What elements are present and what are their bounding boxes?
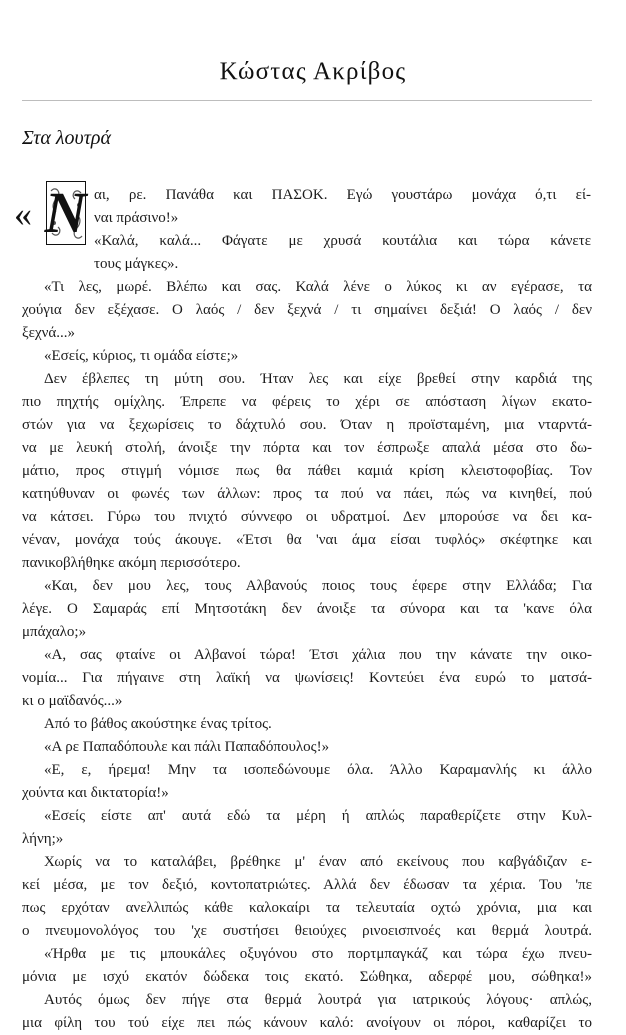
body-line: «Τι λες, μωρέ. Βλέπω και σας. Καλά λένε ο λύκος κι αν εγέρασε, τα bbox=[44, 279, 592, 295]
body-line: Δεν έβλεπες τη μύτη σου. Ήταν λες και είχε βρεθεί στην καρδιά της bbox=[44, 371, 592, 387]
body-line: πως ερχόταν ανελλιπώς κάθε καλοκαίρι τα τελευταία οχτώ χρόνια, μια και bbox=[22, 900, 592, 916]
body-line: πιο πηχτής ομίχλης. Έπρεπε να φέρεις το χέρι σε απόσταση λίγων εκατο- bbox=[22, 394, 592, 410]
body-line: «Α, σας φταίνε οι Αλβανοί τώρα! Έτσι χάλια που την κάνατε την οικο- bbox=[44, 647, 592, 663]
body-line: Αυτός όμως δεν πήγε στα θερμά λουτρά για ιατρικούς λόγους· απλώς, bbox=[44, 992, 592, 1008]
body-line: ο πνευμονολόγος του 'χε συστήσει θειούχες ρινοεισπνοές και θερμά λουτρά. bbox=[22, 923, 592, 939]
opening-quote-mark: « bbox=[14, 194, 32, 234]
drop-cap-letter: N bbox=[44, 180, 87, 245]
body-line: πανικοβλήθηκε ακόμη περισσότερο. bbox=[22, 555, 241, 571]
body-line: «Ε, ε, ήρεμα! Μην τα ισοπεδώνουμε όλα. Άλλο Καραμανλής κι άλλο bbox=[44, 762, 592, 778]
body-line: ξεχνά...» bbox=[22, 325, 76, 341]
body-line: κι ο μαϊδανός...» bbox=[22, 693, 123, 709]
body-line: νέναν, μονάχα τούς άκουγε. «Έτσι θα 'ναι άμα είσαι τυφλός» σκέφτηκε και bbox=[22, 532, 592, 548]
body-line: «Καλά, καλά... Φάγατε με χρυσά κουτάλια και τώρα κάνετε bbox=[94, 233, 591, 249]
body-line: «Ήρθα με τις μπουκάλες οξυγόνου στο πορτμπαγκάζ και τώρα έχω πνευ- bbox=[44, 946, 592, 962]
body-line: αι, ρε. Πανάθα και ΠΑΣΟΚ. Εγώ γουστάρω μονάχα ό,τι εί- bbox=[94, 187, 591, 203]
body-line: «Εσείς είστε απ' αυτά εδώ τα μέρη ή απλώς παραθερίζετε στην Κυλ- bbox=[44, 808, 592, 824]
body-line: να κάτσει. Γύρω του πνιχτό σύννεφο οι υδρατμοί. Δεν μπορούσε να δει κα- bbox=[22, 509, 592, 525]
body-line: λήνη;» bbox=[22, 831, 64, 847]
body-line: μάτιο, προς στιγμή νόμισε πως θα πάθει καμιά κρίση κλειστοφοβίας. Τον bbox=[22, 463, 592, 479]
body-line: μόνια με ισχύ εκατόν δώδεκα τοις εκατό. Σώθηκα, αδερφέ μου, σώθηκα!» bbox=[22, 969, 592, 985]
body-line: «Α ρε Παπαδόπουλε και πάλι Παπαδόπουλος!» bbox=[44, 739, 330, 755]
story-title: Στα λουτρά bbox=[22, 127, 111, 149]
body-line: μπάχαλο;» bbox=[22, 624, 87, 640]
body-line: νομία... Για πήγαινε στη λαϊκή να ψωνίσεις! Κοντεύει ένα ευρώ το ματσά- bbox=[22, 670, 592, 686]
body-line: Από το βάθος ακούστηκε ένας τρίτος. bbox=[44, 716, 272, 732]
body-line: τους μάγκες». bbox=[94, 256, 179, 272]
body-line: κατηύθυναν οι φωνές των άλλων: προς τα πού να πάει, πώς να κινηθεί, πού bbox=[22, 486, 592, 502]
body-line: λέγε. Ο Σαμαράς επί Μητσοτάκη δεν άνοιξε τα σύνορα και τα 'κανε όλα bbox=[22, 601, 592, 617]
author-header: Κώστας Ακρίβος bbox=[219, 58, 407, 85]
body-line: χούντα και δικτατορία!» bbox=[22, 785, 169, 801]
header-rule bbox=[22, 100, 592, 101]
drop-cap bbox=[46, 181, 86, 245]
body-line: ναι πράσινο!» bbox=[94, 210, 179, 226]
body-line: Χωρίς να το καταλάβει, βρέθηκε μ' έναν από εκείνους που καβγάδιζαν ε- bbox=[44, 854, 592, 870]
body-line: «Και, δεν μου λες, τους Αλβανούς ποιος τους έφερε στην Ελλάδα; Για bbox=[44, 578, 592, 594]
body-line: χούγια δεν εξέχασε. Ο λαός / δεν ξεχνά / τι σημαίνει δεξιά! Ο λαός / δεν bbox=[22, 302, 592, 318]
body-line: στών για να ξεχωρίσεις το δάχτυλό σου. Όταν η προϊσταμένη, μια νταρντά- bbox=[22, 417, 592, 433]
body-line: κεί μέσα, με τον δεξιό, κοντοπατριώτες. Αλλά δεν έδωσαν τα χέρια. Του 'πε bbox=[22, 877, 592, 893]
body-line: «Εσείς, κύριος, τι ομάδα είστε;» bbox=[44, 348, 239, 364]
body-line: να με λευκή στολή, άνοιξε την πόρτα και τον έσπρωξε απαλά μέσα στο δω- bbox=[22, 440, 592, 456]
body-line: μια φίλη του τού είχε πει πώς κάνουν καλό: ανοίγουν οι πόροι, καθαρίζει το bbox=[22, 1015, 592, 1031]
